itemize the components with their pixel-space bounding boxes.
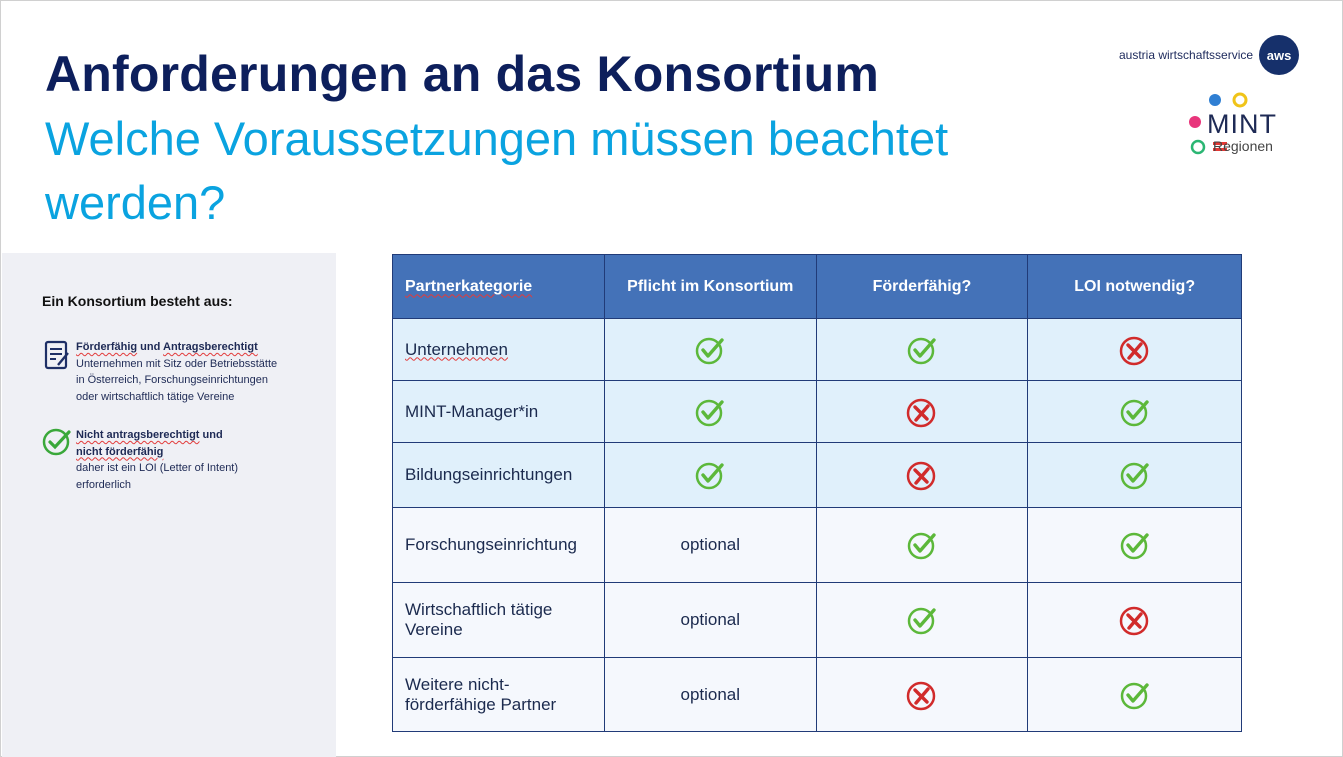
check-icon	[1119, 679, 1151, 711]
legend-line: in Österreich, Forschungseinrichtungen	[76, 374, 268, 386]
table-row	[393, 508, 1242, 583]
cell-foerderfaehig	[816, 319, 1028, 381]
cell-foerderfaehig	[816, 658, 1028, 732]
slide-title: Anforderungen an das Konsortium	[45, 46, 880, 102]
check-icon	[1119, 529, 1151, 561]
optional-label: optional	[680, 684, 741, 704]
table-row	[393, 658, 1242, 732]
table-row	[393, 381, 1242, 443]
header-label: Pflicht im Konsortium	[627, 277, 794, 295]
cross-icon	[1119, 604, 1151, 636]
header-label: Förderfähig?	[872, 277, 972, 295]
mint-word: MINT	[1207, 109, 1277, 139]
legend-bold-not-applicant: Nicht antragsberechtigt	[76, 429, 200, 441]
header-partnerkategorie	[393, 255, 605, 319]
legend-and: und	[137, 341, 163, 353]
check-icon	[906, 334, 938, 366]
cross-icon	[906, 679, 938, 711]
check-icon	[694, 396, 726, 428]
check-icon	[42, 427, 76, 493]
cell-loi	[1028, 508, 1242, 583]
category-label: MINT-Manager*in	[405, 401, 539, 421]
cell-category	[393, 319, 605, 381]
legend-text-eligible	[76, 339, 277, 405]
cell-foerderfaehig	[816, 508, 1028, 583]
partner-table	[392, 254, 1242, 732]
legend-item-eligible	[42, 339, 277, 405]
aws-logo-badge: aws	[1259, 35, 1299, 75]
check-icon	[694, 459, 726, 491]
header-pflicht	[604, 255, 816, 319]
check-icon	[906, 604, 938, 636]
cell-pflicht	[604, 381, 816, 443]
cell-foerderfaehig	[816, 443, 1028, 508]
header-label: LOI notwendig?	[1074, 277, 1196, 295]
check-icon	[1119, 396, 1151, 428]
cell-loi	[1028, 381, 1242, 443]
legend-bold-applicant: Antragsberechtigt	[163, 341, 258, 353]
cell-category	[393, 381, 605, 443]
legend-bold-eligible: Förderfähig	[76, 341, 138, 353]
legend-line: Unternehmen mit Sitz oder Betriebsstätte	[76, 357, 278, 370]
legend-bold-not-eligible: nicht förderfähig	[76, 445, 164, 458]
cross-icon	[906, 396, 938, 428]
cell-loi	[1028, 658, 1242, 732]
check-icon	[906, 529, 938, 561]
cell-loi	[1028, 443, 1242, 508]
table-row	[393, 583, 1242, 658]
cell-category	[393, 583, 605, 658]
check-icon	[1119, 459, 1151, 491]
legend-and: und	[199, 429, 223, 441]
cell-pflicht	[604, 658, 816, 732]
cell-loi	[1028, 319, 1242, 381]
aws-logo-text: austria wirtschaftsservice	[1119, 48, 1254, 62]
slide-subtitle: Welche Voraussetzungen müssen beachtet werden?	[45, 112, 949, 229]
consortium-legend-panel	[2, 253, 336, 757]
cross-icon	[1119, 334, 1151, 366]
document-icon	[42, 339, 76, 405]
optional-label: optional	[680, 535, 741, 554]
header-label: Partnerkategorie	[405, 277, 533, 295]
optional-label: optional	[680, 610, 741, 629]
cell-category	[393, 508, 605, 583]
category-label: Bildungseinrichtungen	[405, 465, 573, 484]
category-label: Wirtschaftlich tätige Vereine	[405, 600, 553, 639]
legend-line: oder wirtschaftlich tätige Vereine	[76, 390, 235, 403]
legend-line: erforderlich	[76, 478, 132, 491]
category-label: Weitere nicht-förderfähige Partner	[405, 674, 557, 714]
legend-line: daher ist ein LOI (Letter of Intent)	[76, 462, 239, 474]
legend-heading: Ein Konsortium besteht aus:	[42, 293, 233, 309]
cross-icon	[906, 459, 938, 491]
table-row	[393, 319, 1242, 381]
table-header-row	[393, 255, 1242, 319]
cell-pflicht	[604, 443, 816, 508]
table-row	[393, 443, 1242, 508]
mint-regionen-logo	[1187, 91, 1297, 157]
cell-foerderfaehig	[816, 381, 1028, 443]
cell-category	[393, 658, 605, 732]
cell-loi	[1028, 583, 1242, 658]
cell-foerderfaehig	[816, 583, 1028, 658]
cell-pflicht	[604, 583, 816, 658]
cell-pflicht	[604, 508, 816, 583]
cell-pflicht	[604, 319, 816, 381]
check-icon	[694, 334, 726, 366]
legend-item-loi	[42, 427, 238, 493]
mint-regions-text: Regionen	[1213, 138, 1273, 154]
cell-category	[393, 443, 605, 508]
header-foerderfaehig	[816, 255, 1028, 319]
aws-logo	[1119, 35, 1299, 75]
category-label: Unternehmen	[405, 339, 509, 359]
header-loi	[1028, 255, 1242, 319]
legend-text-loi	[76, 427, 238, 493]
category-label: Forschungseinrichtung	[405, 535, 577, 554]
